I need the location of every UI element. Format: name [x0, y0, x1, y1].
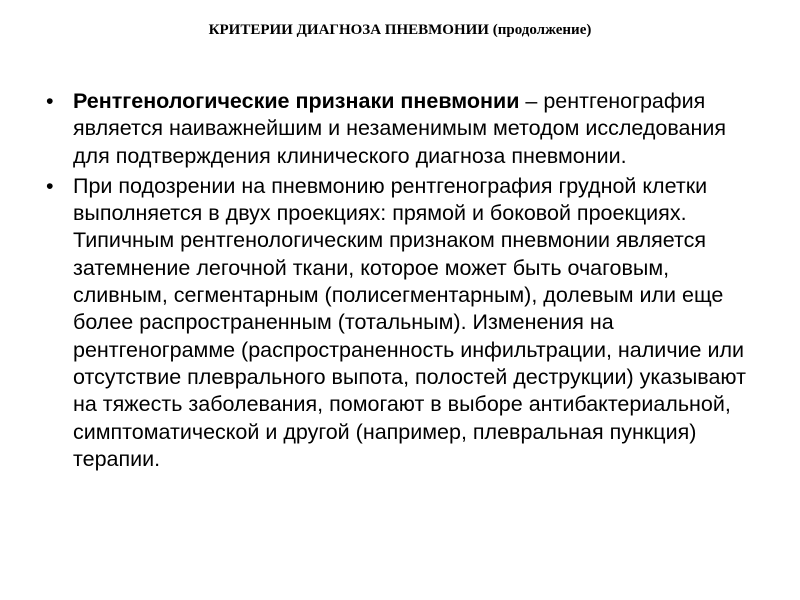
- bullet-marker: •: [46, 173, 54, 198]
- bullet-text: – рентгенография является наиважнейшим и незаменимым методом исследования для подтверждения клинического диагноза пневмонии.: [73, 89, 727, 168]
- bullet-text: При подозрении на пневмонию рентгенография грудной клетки выполняется в двух проекциях: прямой и боковой проекциях. Типичным рентгенологическим признаком пневмонии является затемнение легочной ткани, которое может быть очаговым, сливным, сегментарным (полисегментарным), долевым или еще более распространенным (тотальным). Изменения на рентгенограмме (распространенность инфильтрации, наличие или отсутствие плеврального выпота, полостей деструкции) указывают на тяжесть заболевания, помогают в выборе антибактериальной, симптоматической и другой (например, плевральная пункция) терапии.: [73, 173, 746, 471]
- bullet-item-xray-procedure: [46, 173, 766, 473]
- bullet-list: [46, 88, 766, 476]
- bullet-marker: •: [46, 89, 54, 113]
- bullet-lead-text: Рентгенологические признаки пневмонии: [73, 89, 520, 113]
- slide-title: КРИТЕРИИ ДИАГНОЗА ПНЕВМОНИИ (продолжение): [208, 22, 592, 38]
- bullet-item-xray-signs: [46, 88, 766, 170]
